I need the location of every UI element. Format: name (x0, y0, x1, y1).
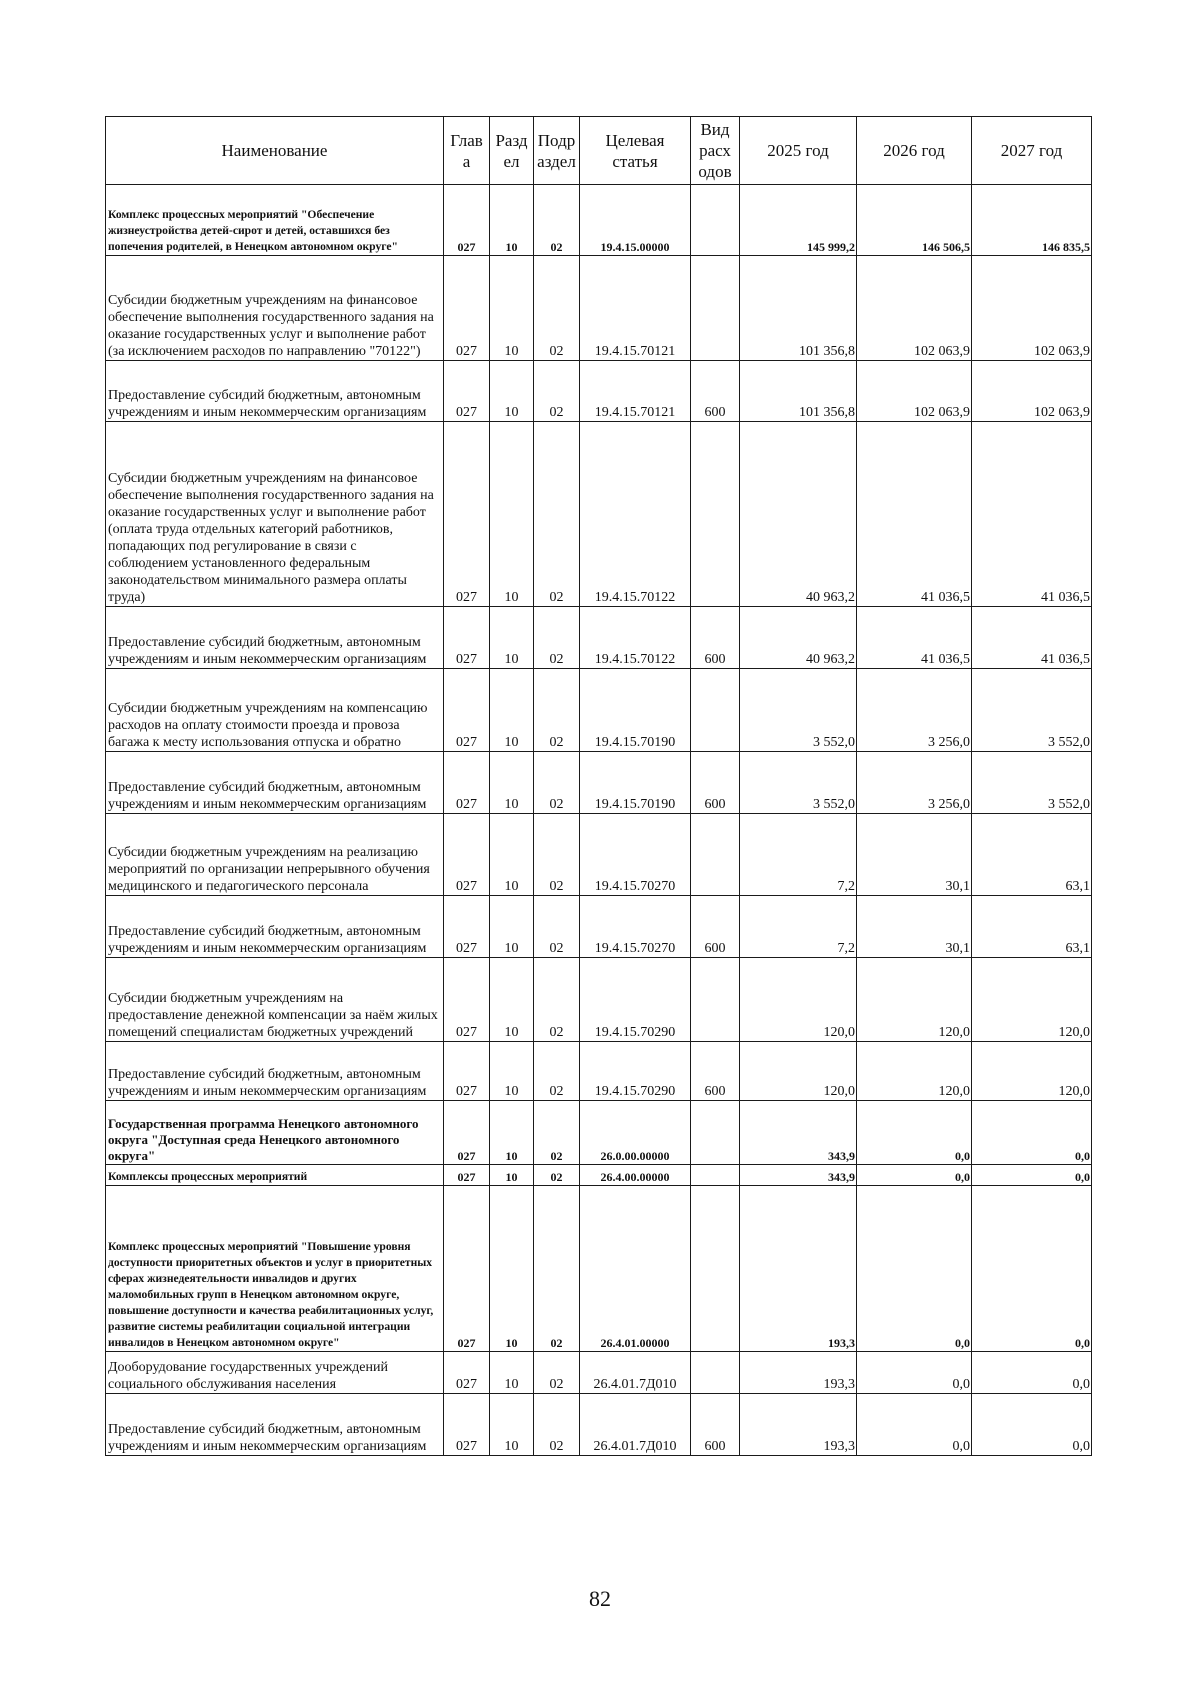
col-header-2025: 2025 год (740, 117, 857, 185)
table-row (106, 958, 1092, 1042)
row-glava: 027 (444, 422, 490, 607)
table-row (106, 422, 1092, 607)
row-razdel: 10 (490, 1101, 534, 1165)
row-2025: 101 356,8 (740, 361, 857, 422)
table-body (106, 185, 1092, 1456)
row-target: 19.4.15.70190 (580, 752, 691, 814)
row-2027: 0,0 (972, 1165, 1092, 1186)
row-2025: 7,2 (740, 896, 857, 958)
row-2025: 343,9 (740, 1101, 857, 1165)
row-name: Предоставление субсидий бюджетным, автономным учреждениям и иным некоммерческим организациям (106, 896, 444, 958)
row-name: Предоставление субсидий бюджетным, автономным учреждениям и иным некоммерческим организациям (106, 752, 444, 814)
col-header-vid: Вид расх одов (691, 117, 740, 185)
table-row (106, 361, 1092, 422)
row-target: 26.4.01.7Д010 (580, 1394, 691, 1456)
row-podrazdel: 02 (534, 1042, 580, 1101)
row-glava: 027 (444, 185, 490, 256)
row-2025: 193,3 (740, 1352, 857, 1394)
row-name: Комплекс процессных мероприятий "Повышение уровня доступности приоритетных объектов и услуг в приоритетных сферах жизнедеятельности инвалидов и других маломобильных групп в Ненецком автономном округе, повышение доступности и качества реабилитационных услуг, развитие системы реабилитации социальной интеграции инвалидов в Ненецком автономном округе" (106, 1186, 444, 1352)
row-razdel: 10 (490, 1186, 534, 1352)
row-podrazdel: 02 (534, 669, 580, 752)
row-name: Дооборудование государственных учреждений социального обслуживания населения (106, 1352, 444, 1394)
row-podrazdel: 02 (534, 958, 580, 1042)
row-2026: 0,0 (857, 1352, 972, 1394)
row-name: Предоставление субсидий бюджетным, автономным учреждениям и иным некоммерческим организациям (106, 361, 444, 422)
row-2027: 3 552,0 (972, 669, 1092, 752)
table-row (106, 1186, 1092, 1352)
row-2026: 3 256,0 (857, 669, 972, 752)
row-2026: 0,0 (857, 1186, 972, 1352)
row-razdel: 10 (490, 422, 534, 607)
row-name: Предоставление субсидий бюджетным, автономным учреждениям и иным некоммерческим организациям (106, 607, 444, 669)
row-target: 19.4.15.70270 (580, 814, 691, 896)
row-razdel: 10 (490, 896, 534, 958)
table-row (106, 1042, 1092, 1101)
row-2025: 193,3 (740, 1186, 857, 1352)
row-2027: 41 036,5 (972, 607, 1092, 669)
row-vid: 600 (691, 1042, 740, 1101)
row-name: Субсидии бюджетным учреждениям на предоставление денежной компенсации за наём жилых помещений специалистам бюджетных учреждений (106, 958, 444, 1042)
row-podrazdel: 02 (534, 1165, 580, 1186)
row-razdel: 10 (490, 1352, 534, 1394)
row-2027: 0,0 (972, 1186, 1092, 1352)
row-2027: 102 063,9 (972, 256, 1092, 361)
table-row (106, 896, 1092, 958)
row-2026: 0,0 (857, 1101, 972, 1165)
table-row (106, 1101, 1092, 1165)
row-name: Комплекс процессных мероприятий "Обеспечение жизнеустройства детей-сирот и детей, оставшихся без попечения родителей, в Ненецком автономном округе" (106, 185, 444, 256)
row-razdel: 10 (490, 185, 534, 256)
row-podrazdel: 02 (534, 361, 580, 422)
row-2026: 30,1 (857, 814, 972, 896)
row-target: 19.4.15.70122 (580, 607, 691, 669)
row-razdel: 10 (490, 1165, 534, 1186)
row-2027: 0,0 (972, 1394, 1092, 1456)
col-header-glava: Глав а (444, 117, 490, 185)
table-row (106, 607, 1092, 669)
col-header-podrazdel: Подр аздел (534, 117, 580, 185)
col-header-name: Наименование (106, 117, 444, 185)
table-row (106, 814, 1092, 896)
row-glava: 027 (444, 1186, 490, 1352)
row-podrazdel: 02 (534, 256, 580, 361)
row-glava: 027 (444, 361, 490, 422)
row-glava: 027 (444, 607, 490, 669)
row-glava: 027 (444, 752, 490, 814)
row-podrazdel: 02 (534, 1101, 580, 1165)
row-razdel: 10 (490, 669, 534, 752)
row-name: Предоставление субсидий бюджетным, автономным учреждениям и иным некоммерческим организациям (106, 1042, 444, 1101)
row-target: 19.4.15.70290 (580, 958, 691, 1042)
row-2025: 3 552,0 (740, 752, 857, 814)
table-row (106, 752, 1092, 814)
row-glava: 027 (444, 1042, 490, 1101)
row-2027: 0,0 (972, 1101, 1092, 1165)
row-podrazdel: 02 (534, 422, 580, 607)
row-glava: 027 (444, 1352, 490, 1394)
table-row (106, 185, 1092, 256)
row-2026: 41 036,5 (857, 607, 972, 669)
table-row (106, 669, 1092, 752)
row-2027: 102 063,9 (972, 361, 1092, 422)
row-vid (691, 814, 740, 896)
row-vid: 600 (691, 896, 740, 958)
row-razdel: 10 (490, 814, 534, 896)
row-2026: 41 036,5 (857, 422, 972, 607)
row-razdel: 10 (490, 752, 534, 814)
row-glava: 027 (444, 669, 490, 752)
budget-table (105, 116, 1092, 1456)
row-2026: 0,0 (857, 1165, 972, 1186)
row-razdel: 10 (490, 607, 534, 669)
row-target: 26.4.01.00000 (580, 1186, 691, 1352)
row-podrazdel: 02 (534, 814, 580, 896)
row-2026: 3 256,0 (857, 752, 972, 814)
row-podrazdel: 02 (534, 752, 580, 814)
row-glava: 027 (444, 814, 490, 896)
row-target: 19.4.15.70290 (580, 1042, 691, 1101)
row-glava: 027 (444, 1394, 490, 1456)
row-glava: 027 (444, 896, 490, 958)
row-2027: 0,0 (972, 1352, 1092, 1394)
row-name: Субсидии бюджетным учреждениям на финансовое обеспечение выполнения государственного задания на оказание государственных услуг и выполнение работ (оплата труда отдельных категорий работников, попадающих под регулирование в связи с соблюдением установленного федеральным законодательством минимального размера оплаты труда) (106, 422, 444, 607)
row-glava: 027 (444, 1165, 490, 1186)
row-2026: 30,1 (857, 896, 972, 958)
row-podrazdel: 02 (534, 607, 580, 669)
row-razdel: 10 (490, 1042, 534, 1101)
row-2027: 120,0 (972, 1042, 1092, 1101)
row-vid (691, 669, 740, 752)
row-target: 19.4.15.70190 (580, 669, 691, 752)
row-target: 26.4.00.00000 (580, 1165, 691, 1186)
row-2026: 102 063,9 (857, 256, 972, 361)
row-2027: 3 552,0 (972, 752, 1092, 814)
row-vid (691, 958, 740, 1042)
row-target: 26.0.00.00000 (580, 1101, 691, 1165)
row-podrazdel: 02 (534, 1394, 580, 1456)
row-2026: 120,0 (857, 958, 972, 1042)
row-2025: 343,9 (740, 1165, 857, 1186)
row-target: 19.4.15.70121 (580, 361, 691, 422)
table-row (106, 1394, 1092, 1456)
row-name: Комплексы процессных мероприятий (106, 1165, 444, 1186)
row-2025: 7,2 (740, 814, 857, 896)
table-row (106, 256, 1092, 361)
row-podrazdel: 02 (534, 185, 580, 256)
row-2027: 120,0 (972, 958, 1092, 1042)
row-2025: 40 963,2 (740, 422, 857, 607)
row-podrazdel: 02 (534, 1186, 580, 1352)
col-header-2026: 2026 год (857, 117, 972, 185)
row-vid: 600 (691, 1394, 740, 1456)
row-2027: 41 036,5 (972, 422, 1092, 607)
row-vid (691, 185, 740, 256)
row-podrazdel: 02 (534, 896, 580, 958)
row-name: Предоставление субсидий бюджетным, автономным учреждениям и иным некоммерческим организациям (106, 1394, 444, 1456)
table-row (106, 1165, 1092, 1186)
row-name: Субсидии бюджетным учреждениям на реализацию мероприятий по организации непрерывного обучения медицинского и педагогического персонала (106, 814, 444, 896)
row-2027: 63,1 (972, 896, 1092, 958)
row-name: Субсидии бюджетным учреждениям на компенсацию расходов на оплату стоимости проезда и провоза багажа к месту использования отпуска и обратно (106, 669, 444, 752)
row-vid (691, 1165, 740, 1186)
row-2025: 193,3 (740, 1394, 857, 1456)
row-vid (691, 1186, 740, 1352)
row-podrazdel: 02 (534, 1352, 580, 1394)
row-vid: 600 (691, 752, 740, 814)
col-header-target: Целевая статья (580, 117, 691, 185)
row-glava: 027 (444, 256, 490, 361)
row-name: Государственная программа Ненецкого автономного округа "Доступная среда Ненецкого автономного округа" (106, 1101, 444, 1165)
row-target: 19.4.15.70122 (580, 422, 691, 607)
row-razdel: 10 (490, 361, 534, 422)
page-number: 82 (589, 1586, 611, 1611)
row-vid: 600 (691, 607, 740, 669)
row-2025: 40 963,2 (740, 607, 857, 669)
row-vid (691, 256, 740, 361)
row-2026: 120,0 (857, 1042, 972, 1101)
row-2027: 63,1 (972, 814, 1092, 896)
row-target: 19.4.15.00000 (580, 185, 691, 256)
row-2025: 120,0 (740, 958, 857, 1042)
row-glava: 027 (444, 958, 490, 1042)
row-target: 19.4.15.70121 (580, 256, 691, 361)
table-header-row (106, 117, 1092, 185)
row-2026: 146 506,5 (857, 185, 972, 256)
row-2027: 146 835,5 (972, 185, 1092, 256)
row-target: 26.4.01.7Д010 (580, 1352, 691, 1394)
col-header-2027: 2027 год (972, 117, 1092, 185)
row-razdel: 10 (490, 958, 534, 1042)
col-header-razdel: Разд ел (490, 117, 534, 185)
row-name: Субсидии бюджетным учреждениям на финансовое обеспечение выполнения государственного задания на оказание государственных услуг и выполнение работ (за исключением расходов по направлению "70122") (106, 256, 444, 361)
row-2026: 0,0 (857, 1394, 972, 1456)
row-2025: 3 552,0 (740, 669, 857, 752)
row-razdel: 10 (490, 1394, 534, 1456)
row-target: 19.4.15.70270 (580, 896, 691, 958)
row-razdel: 10 (490, 256, 534, 361)
row-2026: 102 063,9 (857, 361, 972, 422)
row-vid: 600 (691, 361, 740, 422)
row-vid (691, 1352, 740, 1394)
row-glava: 027 (444, 1101, 490, 1165)
row-vid (691, 1101, 740, 1165)
row-2025: 145 999,2 (740, 185, 857, 256)
row-vid (691, 422, 740, 607)
table-row (106, 1352, 1092, 1394)
row-2025: 101 356,8 (740, 256, 857, 361)
row-2025: 120,0 (740, 1042, 857, 1101)
